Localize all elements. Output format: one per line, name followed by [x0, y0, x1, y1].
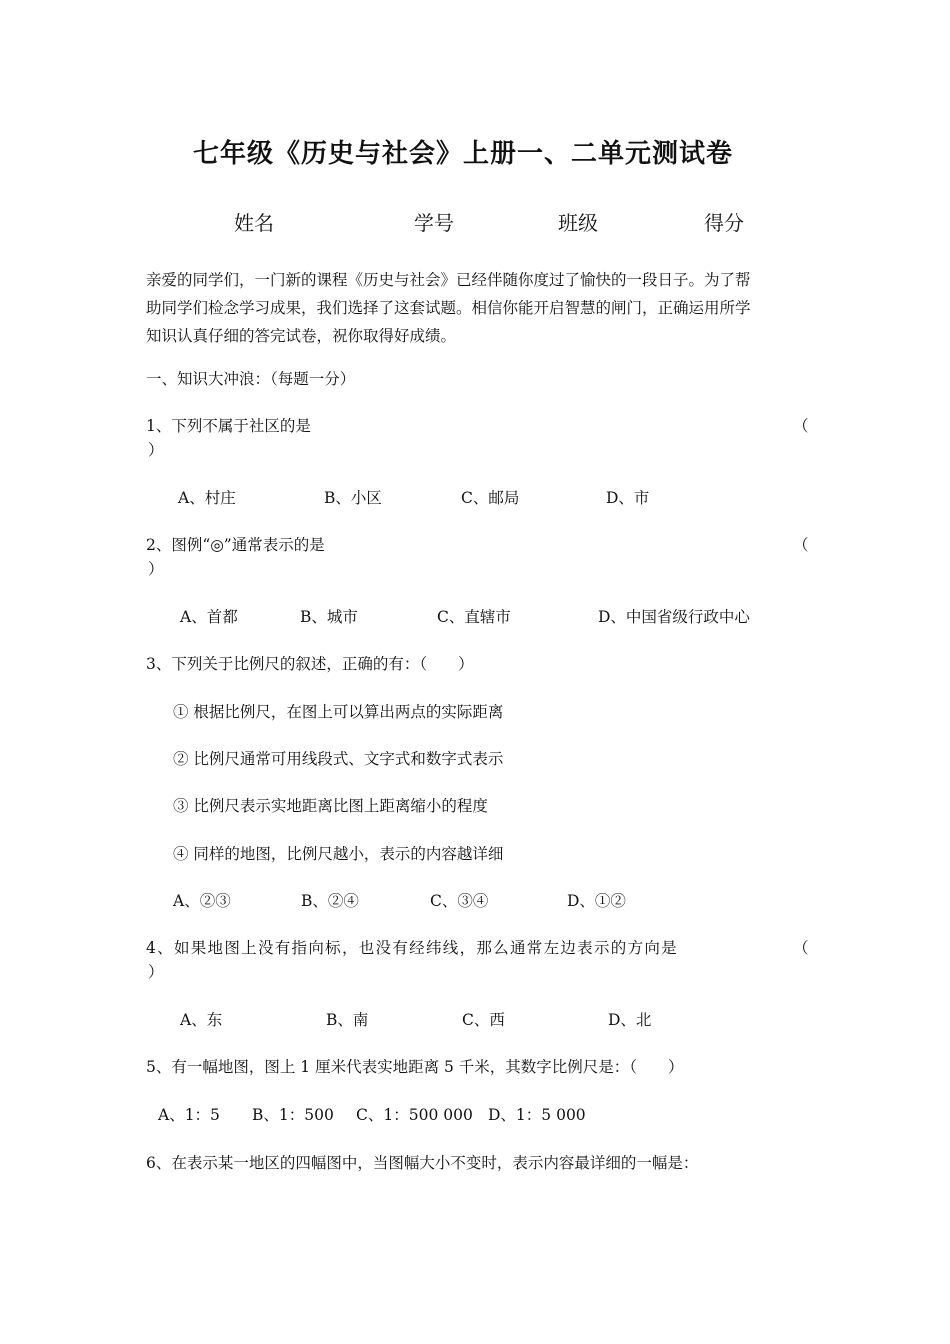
question-2-stem: 2、图例“◎”通常表示的是 [146, 536, 325, 554]
question-3-statement-3: ③ 比例尺表示实地距离比图上距离缩小的程度 [173, 797, 488, 815]
question-1-option-d: D、市 [606, 489, 650, 507]
question-3-statement-4: ④ 同样的地图，比例尺越小，表示的内容越详细 [173, 845, 504, 863]
question-5-stem: 5、有一幅地图，图上 1 厘米代表实地距离 5 千米，其数字比例尺是：（ ） [146, 1058, 684, 1076]
name-label: 姓名 [234, 211, 274, 235]
question-3-option-d: D、①② [567, 892, 626, 910]
question-5-option-c: C、1：500 000 [356, 1106, 473, 1124]
question-5-option-a: A、1：5 [158, 1106, 220, 1124]
question-3-option-c: C、③④ [430, 892, 489, 910]
question-2-paren-close: ） [148, 560, 164, 578]
question-1-option-a: A、村庄 [178, 489, 236, 507]
question-4-paren-open: （ [793, 939, 809, 957]
question-1-option-c: C、邮局 [461, 489, 520, 507]
question-2-option-b: B、城市 [300, 608, 358, 626]
question-6-stem: 6、在表示某一地区的四幅图中，当图幅大小不变时，表示内容最详细的一幅是： [146, 1154, 699, 1172]
intro-paragraph [146, 266, 811, 350]
question-2-option-a: A、首都 [180, 608, 238, 626]
question-4-option-b: B、南 [326, 1011, 369, 1029]
question-2-paren-open: （ [793, 536, 809, 554]
student-no-label: 学号 [414, 211, 454, 235]
score-label: 得分 [704, 211, 744, 235]
question-2-option-d: D、中国省级行政中心 [598, 608, 750, 626]
question-2-option-c: C、直辖市 [437, 608, 511, 626]
question-1-stem: 1、下列不属于社区的是 [146, 417, 311, 435]
intro-line: 助同学们检念学习成果，我们选择了这套试题。相信你能开启智慧的闸门，正确运用所学 [146, 299, 751, 317]
question-3-option-a: A、②③ [173, 892, 231, 910]
question-5-option-d: D、1：5 000 [488, 1106, 586, 1124]
intro-line: 知识认真仔细的答完试卷，祝你取得好成绩。 [146, 327, 457, 345]
question-3-option-b: B、②④ [301, 892, 359, 910]
question-4-option-c: C、西 [462, 1011, 505, 1029]
question-3-statement-1: ① 根据比例尺，在图上可以算出两点的实际距离 [173, 703, 504, 721]
question-4-stem: 4、如果地图上没有指向标，也没有经纬线，那么通常左边表示的方向是 [146, 939, 678, 957]
question-4-option-a: A、东 [180, 1011, 223, 1029]
question-1-option-b: B、小区 [324, 489, 382, 507]
question-3-statement-2: ② 比例尺通常可用线段式、文字式和数字式表示 [173, 750, 504, 768]
question-5-option-b: B、1：500 [252, 1106, 334, 1124]
question-4-option-d: D、北 [608, 1011, 652, 1029]
question-4-paren-close: ） [148, 963, 164, 981]
intro-line: 亲爱的同学们，一门新的课程《历史与社会》已经伴随你度过了愉快的一段日子。为了帮 [146, 271, 751, 289]
section-heading: 一、知识大冲浪：（每题一分） [146, 370, 356, 388]
page-title: 七年级《历史与社会》上册一、二单元测试卷 [192, 139, 733, 169]
question-1-paren-close: ） [148, 441, 164, 459]
question-1-paren-open: （ [793, 417, 809, 435]
question-3-stem: 3、下列关于比例尺的叙述，正确的有：（ ） [146, 655, 474, 673]
class-label: 班级 [558, 211, 598, 235]
